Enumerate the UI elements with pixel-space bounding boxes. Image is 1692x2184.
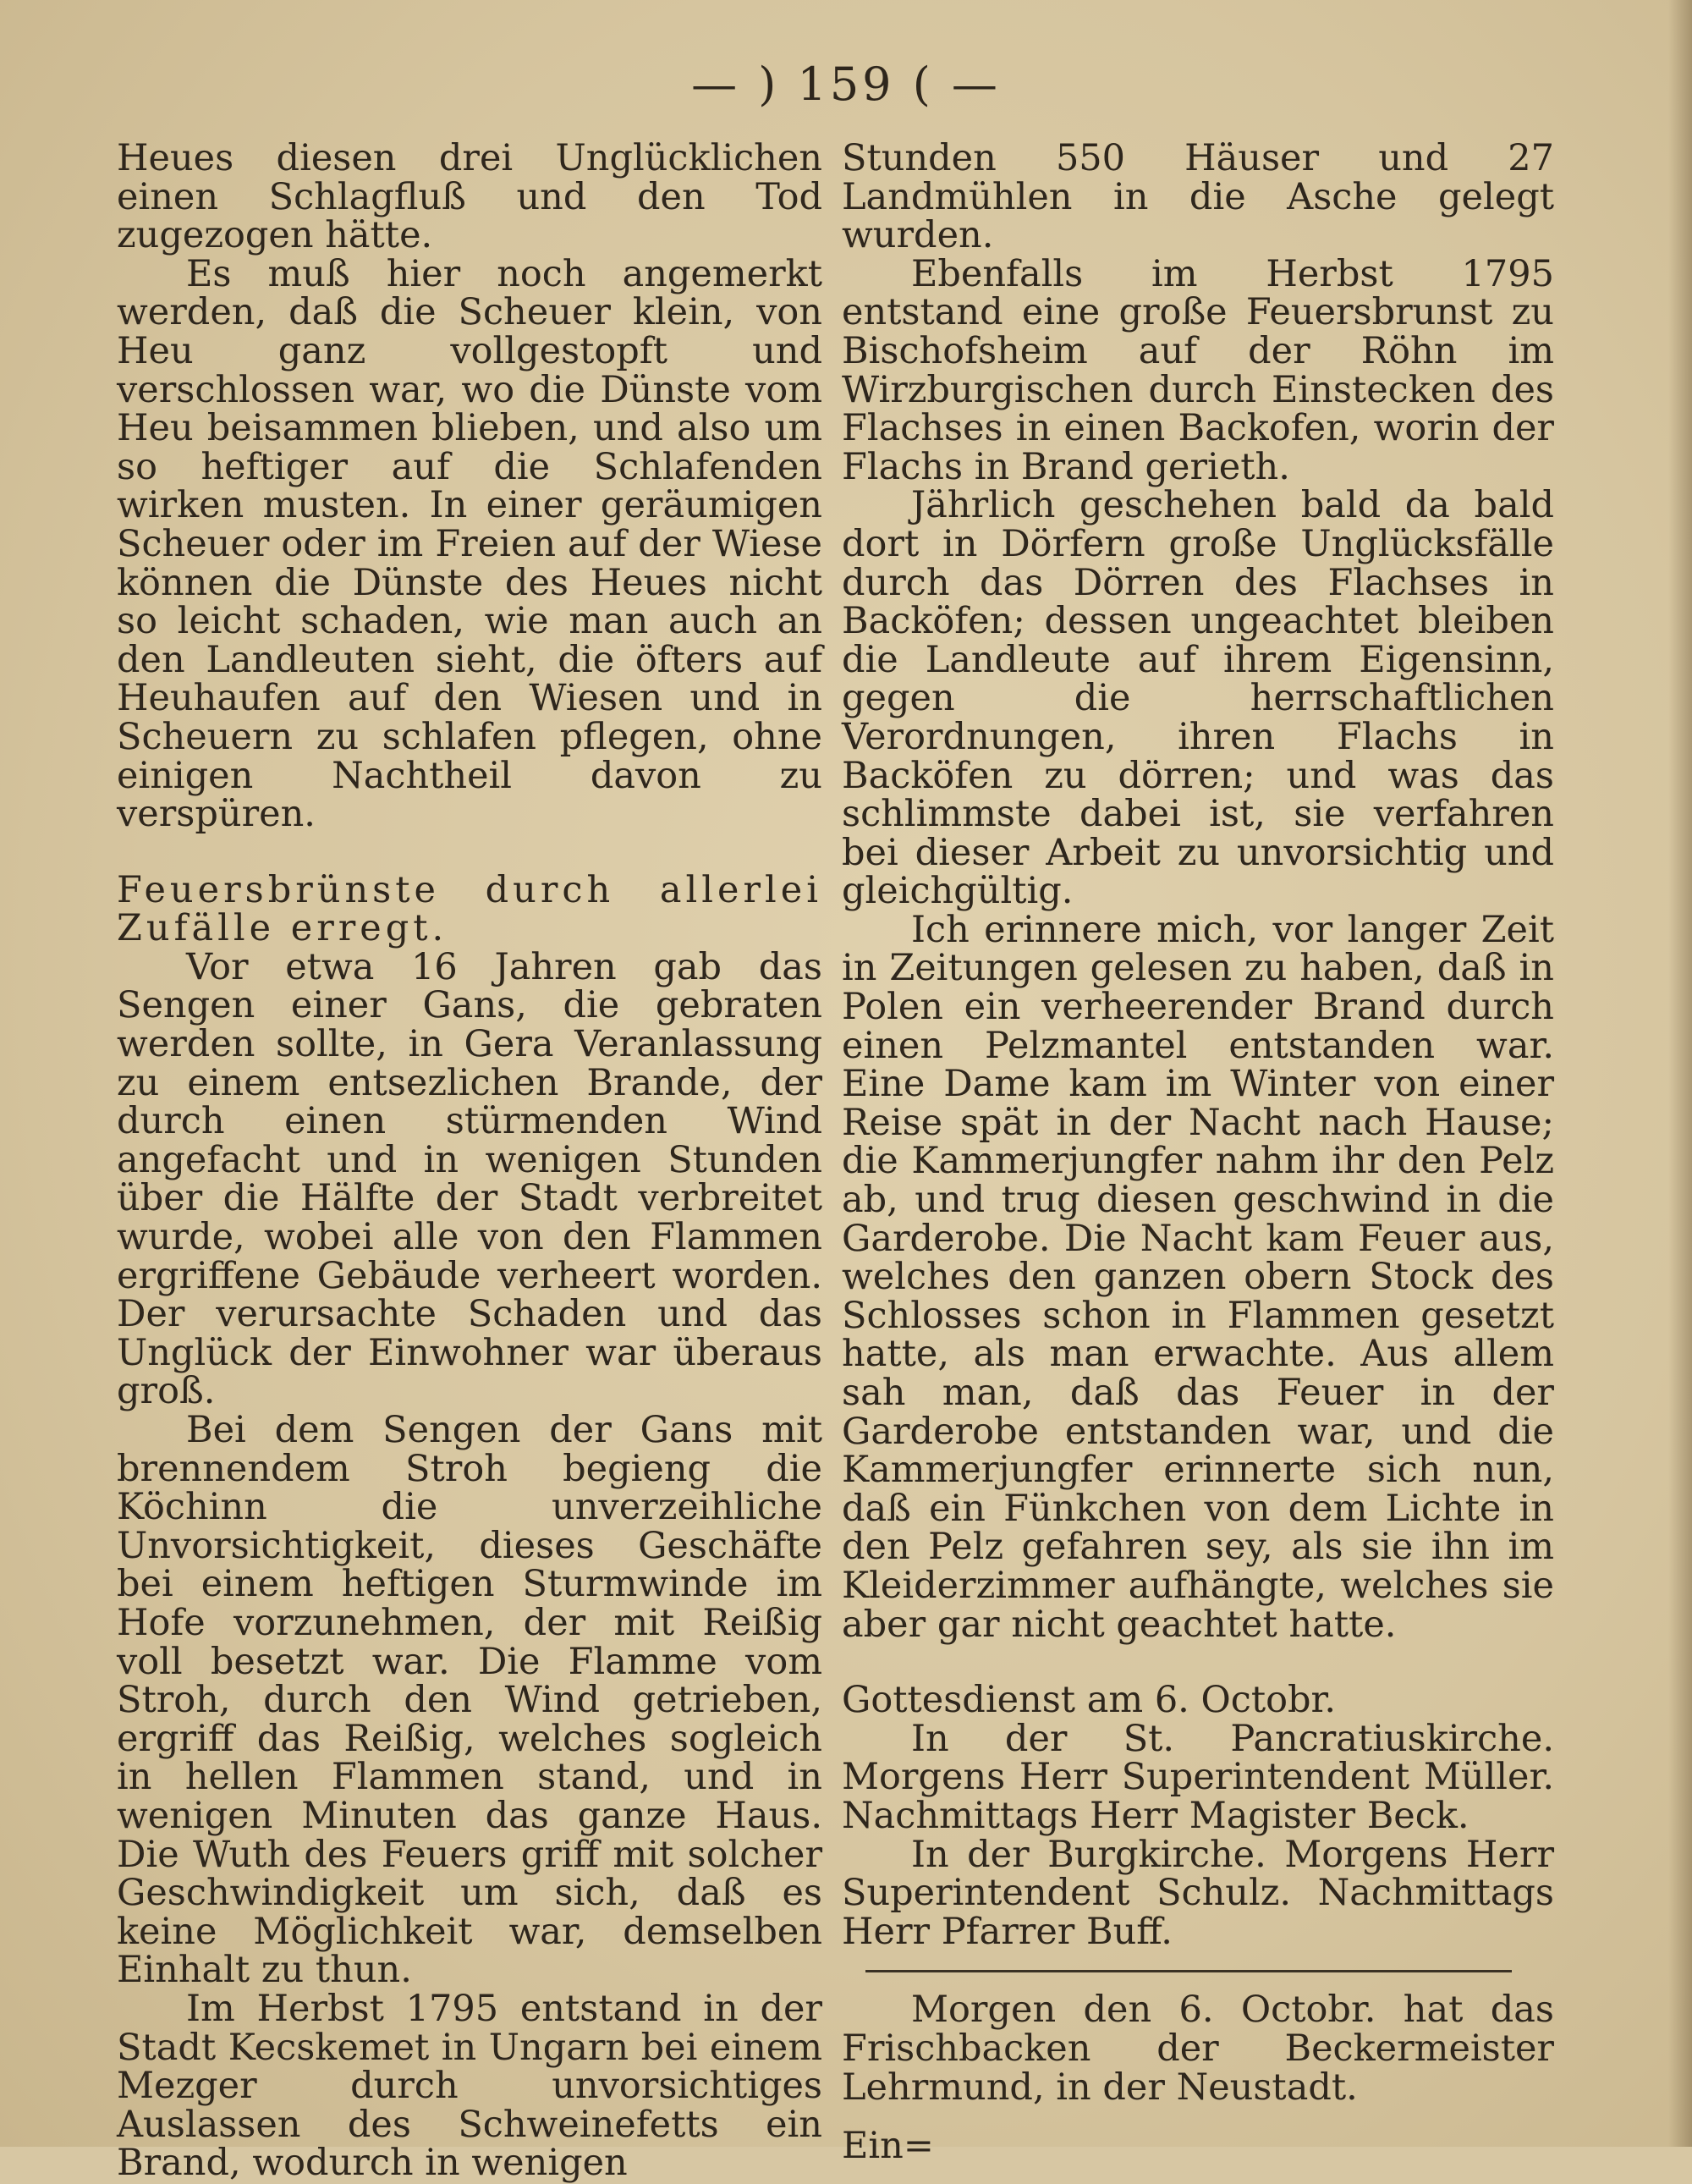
right-column bbox=[842, 137, 1554, 2168]
catchword: Ein= bbox=[842, 2125, 934, 2168]
left-paragraph-4: Bei dem Sengen der Gans mit brennendem Stroh begieng die Köchinn die unverzeihliche Unvorsichtigkeit, dieses Geschäfte bei einem heftigen Sturmwinde im Hofe vorzunehmen, der mit Reißig voll besetzt war. Die Flamme vom Stroh, durch den Wind getrieben, ergriff das Reißig, welches sogleich in hellen Flammen stand, und in wenigen Minuten das ganze Haus. Die Wuth des Feuers griff mit solcher Geschwindigkeit um sich, daß es keine Möglichkeit war, demselben Einhalt zu thun. bbox=[117, 1409, 822, 1992]
section-heading-fires: Feuersbrünste durch allerlei Zufälle erregt. bbox=[117, 868, 822, 950]
left-paragraph-1: Heues diesen drei Unglücklichen einen Schlagfluß und den Tod zugezogen hätte. bbox=[117, 137, 822, 257]
left-paragraph-5: Im Herbst 1795 entstand in der Stadt Kecskemet in Ungarn bei einem Mezger durch unvorsichtiges Auslassen des Schweinefetts ein Brand, wodurch in wenigen bbox=[117, 1987, 822, 2184]
right-paragraph-2: Ebenfalls im Herbst 1795 entstand eine große Feuersbrunst zu Bischofsheim auf der Röhn im Wirzburgischen durch Einstecken des Flachses in einen Backofen, worin der Flachs in Brand gerieth. bbox=[842, 252, 1554, 488]
bakery-notice: Morgen den 6. Octobr. hat das Frischbacken der Beckermeister Lehrmund, in der Neustadt. bbox=[842, 1989, 1554, 2109]
church-service-burgkirche: In der Burgkirche. Morgens Herr Superintendent Schulz. Nachmittags Herr Pfarrer Buff. bbox=[842, 1833, 1554, 1953]
left-paragraph-2: Es muß hier noch angemerkt werden, daß die Scheuer klein, von Heu ganz vollgestopft und verschlossen war, wo die Dünste vom Heu beisammen blieben, und also um so heftiger auf die Schlafenden wirken musten. In einer geräumigen Scheuer oder im Freien auf der Wiese können die Dünste des Heues nicht so leicht schaden, wie man auch an den Landleuten sieht, die öfters auf Heuhaufen auf den Wiesen und in Scheuern zu schlafen pflegen, ohne einigen Nachtheil davon zu verspüren. bbox=[117, 252, 822, 836]
right-paragraph-4: Ich erinnere mich, vor langer Zeit in Zeitungen gelesen zu haben, daß in Polen ein verheerender Brand durch einen Pelzmantel entstanden war. Eine Dame kam im Winter von einer Reise spät in der Nacht nach Hause; die Kammerjungfer nahm ihr den Pelz ab, und trug diesen geschwind in die Garderobe. Die Nacht kam Feuer aus, welches den ganzen obern Stock des Schlosses schon in Flammen gesetzt hatte, als man erwachte. Aus allem sah man, daß das Feuer in der Garderobe entstanden war, und die Kammerjungfer erinnerte sich nun, daß ein Fünkchen von dem Lichte in den Pelz gefahren sey, als sie ihn im Kleiderzimmer aufhängte, welches sie aber gar nicht geachtet hatte. bbox=[842, 908, 1554, 1646]
page-spine-shadow bbox=[1668, 0, 1692, 2147]
left-paragraph-3: Vor etwa 16 Jahren gab das Sengen einer Gans, die gebraten werden sollte, in Gera Veranlassung zu einem entsezlichen Brande, der durch einen stürmenden Wind angefacht und in wenigen Stunden über die Hälfte der Stadt verbreitet wurde, wobei alle von den Flammen ergriffene Gebäude verheert worden. Der verursachte Schaden und das Unglück der Einwohner war überaus groß. bbox=[117, 945, 822, 1413]
left-column bbox=[117, 137, 822, 2184]
church-service-pancratius: In der St. Pancratiuskirche. Morgens Herr Superintendent Müller. Nachmittags Herr Magister Beck. bbox=[842, 1717, 1554, 1837]
right-paragraph-3: Jährlich geschehen bald da bald dort in Dörfern große Unglücksfälle durch das Dörren des Flachses in Backöfen; dessen ungeachtet bleiben die Landleute auf ihrem Eigensinn, gegen die herrschaftlichen Verordnungen, ihren Flachs in Backöfen zu dörren; und was das schlimmste dabei ist, sie verfahren bei dieser Arbeit zu unvorsichtig und gleichgültig. bbox=[842, 484, 1554, 913]
right-paragraph-1: Stunden 550 Häuser und 27 Landmühlen in die Asche gelegt wurden. bbox=[842, 137, 1554, 257]
church-service-heading: Gottesdienst am 6. Octobr. bbox=[842, 1679, 1337, 1722]
section-divider-rule bbox=[865, 1970, 1512, 1972]
page-number-header: — ) 159 ( — bbox=[691, 58, 1001, 111]
